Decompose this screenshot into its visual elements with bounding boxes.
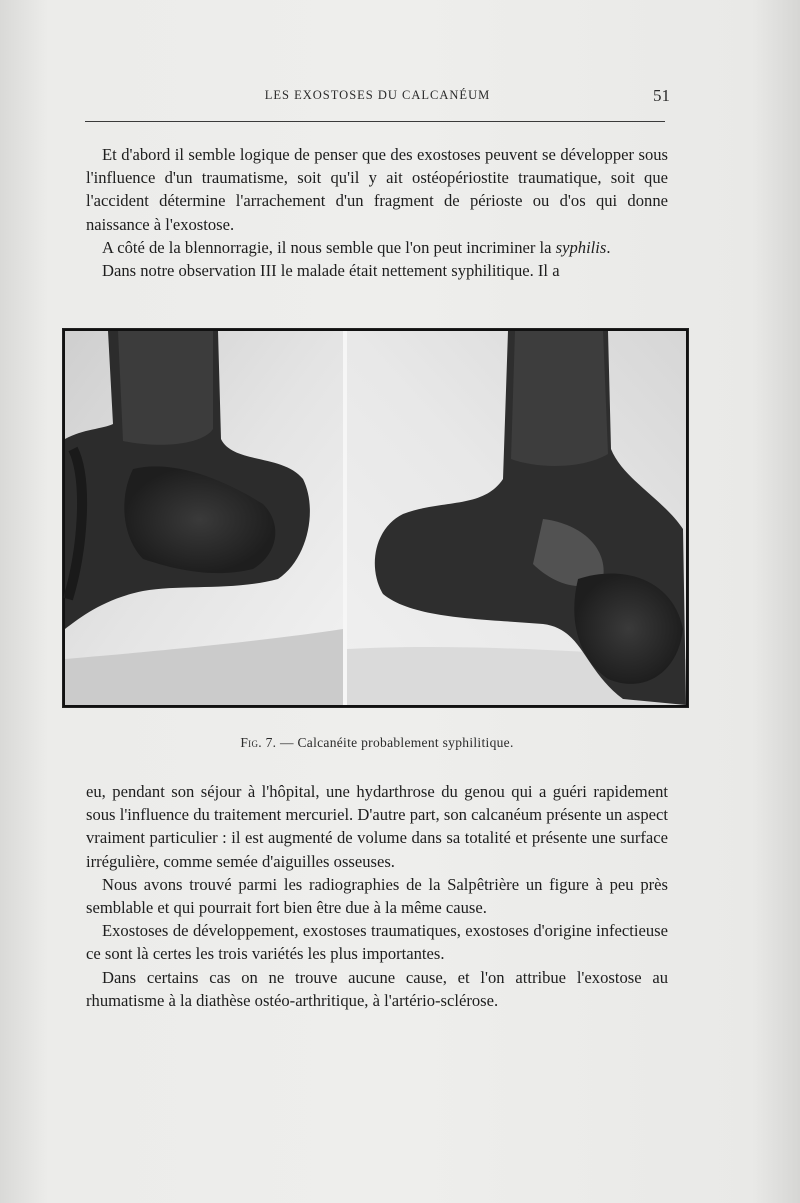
bottom-text-block <box>86 780 668 1012</box>
figure-caption <box>86 735 668 751</box>
figure-caption-text: — Calcanéite probablement syphilitique. <box>276 735 514 750</box>
top-text-block <box>86 143 668 282</box>
paragraph-syphilis-text: A côté de la blennorragie, il nous semble que l'on peut incriminer la <box>102 237 556 257</box>
paragraph-salpetriere: Nous avons trouvé parmi les radiographies de la Salpêtrière un figure à peu près semblable et qui pourrait fort bien être due à la même cause. <box>86 874 668 918</box>
paragraph-varieties: Exostoses de développement, exostoses traumatiques, exostoses d'origine infectieuse ce sont là certes les trois variétés les plus importantes. <box>86 921 668 964</box>
running-title: LES EXOSTOSES DU CALCANÉUM <box>264 88 491 102</box>
header-rule <box>85 121 665 122</box>
paragraph-hydarthrose: eu, pendant son séjour à l'hôpital, une hydarthrose du genou qui a guéri rapidement sous l'influence du traitement mercuriel. D'autre part, son calcanéum présente un aspect vraiment particulier : il est augmenté de volume dans sa totalité et présente une surface irrégulière, comme semée d'aiguilles osseuses. <box>86 782 668 871</box>
paragraph-syphilis <box>86 236 668 259</box>
paragraph-observation: Dans notre observation III le malade était nettement syphilitique. Il a <box>102 261 560 281</box>
paragraph-syphilis-end: . <box>606 237 611 257</box>
paragraph-trauma: Et d'abord il semble logique de penser que des exostoses peuvent se développer sous l'influence d'un traumatisme, soit qu'il y ait ostéopériostite traumatique, soit que l'accident détermine l'arrachement d'un fragment de périoste ou d'os qui donne naissance à l'exostose. <box>86 145 668 234</box>
radiograph-image <box>63 329 688 707</box>
panel-divider <box>343 331 347 705</box>
radiograph-figure <box>62 328 689 708</box>
page-number: 51 <box>653 86 670 105</box>
page-header <box>85 88 670 110</box>
syphilis-term: syphilis <box>555 237 607 257</box>
paragraph-rheumatism: Dans certains cas on ne trouve aucune cause, et l'on attribue l'exostose au rhumatisme à la diathèse ostéo-arthritique, à l'artério-sclérose. <box>86 967 668 1010</box>
figure-label: Fig. 7. <box>240 735 277 750</box>
